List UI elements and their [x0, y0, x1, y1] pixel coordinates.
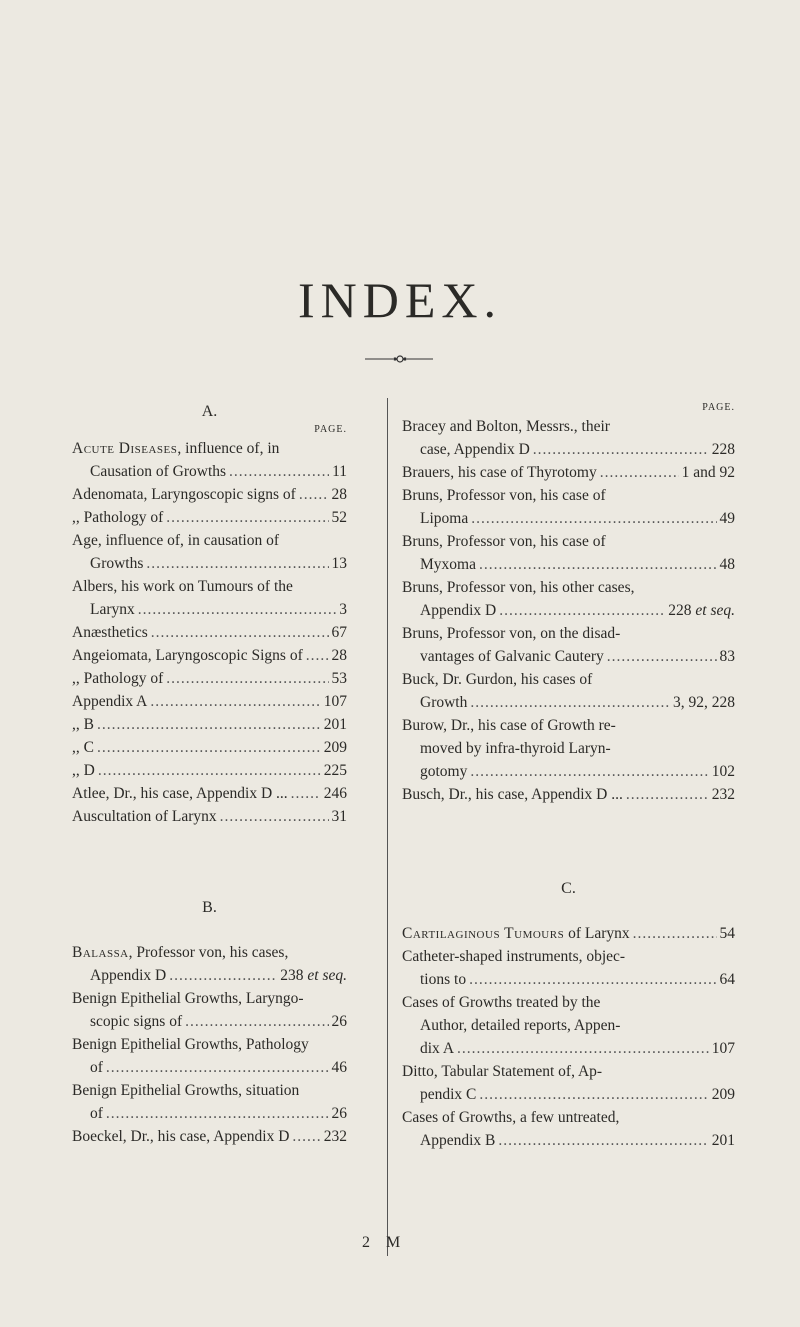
page-title: INDEX. [297, 272, 503, 328]
index-entry-line [402, 760, 735, 783]
entry-text: Balassa, Professor von, his cases, [72, 944, 289, 961]
leader-dots [499, 599, 665, 622]
page-number: 31 [331, 808, 347, 825]
index-entry-line [402, 1060, 735, 1083]
index-entry [72, 1079, 347, 1125]
page-number: 232 [711, 786, 735, 803]
leader-dots [106, 1056, 329, 1079]
index-entry [402, 622, 735, 668]
section-letter-a: A. [201, 403, 218, 420]
entry-text: ,, C [72, 739, 94, 756]
leader-dots [600, 461, 679, 484]
entry-text: ,, Pathology of [72, 509, 164, 526]
leader-dots [306, 644, 329, 667]
page-number: 26 [331, 1105, 347, 1122]
index-entry-line [402, 1083, 735, 1106]
entry-text: Boeckel, Dr., his case, Appendix D [72, 1128, 290, 1145]
leader-dots [633, 922, 717, 945]
leader-dots [479, 553, 717, 576]
entry-text: of [90, 1059, 103, 1076]
page-number: 209 [323, 739, 347, 756]
column-divider [387, 398, 388, 1256]
index-entry-line [72, 759, 347, 782]
entry-text: scopic signs of [90, 1013, 183, 1030]
entry-text: dix A [420, 1040, 455, 1057]
index-entry [72, 529, 347, 575]
page-number: 52 [331, 509, 347, 526]
entry-text: Anæsthetics [72, 624, 148, 641]
entry-text: Larynx [90, 601, 135, 618]
section-b-continued [402, 401, 735, 806]
index-entry-line [402, 599, 735, 622]
section-b [72, 896, 347, 1148]
entry-text: Myxoma [420, 556, 476, 573]
index-entry [72, 506, 347, 529]
index-entry [72, 941, 347, 987]
index-entry-line [72, 621, 347, 644]
index-entry [402, 1060, 735, 1106]
index-entry-line [72, 1056, 347, 1079]
entry-text: Buck, Dr. Gurdon, his cases of [402, 671, 593, 688]
index-entry-line [402, 1037, 735, 1060]
entry-text: moved by infra-thyroid Laryn- [420, 740, 611, 757]
index-entry-line [72, 782, 347, 805]
entry-text: Appendix A [72, 693, 148, 710]
index-entry-line [72, 529, 347, 552]
entry-text: Appendix D [420, 602, 497, 619]
index-entry-line [402, 1014, 735, 1037]
entry-text: Atlee, Dr., his case, Appendix D ... [72, 785, 288, 802]
page-number: 1 and 92 [681, 464, 735, 481]
entry-text: Burow, Dr., his case of Growth re- [402, 717, 616, 734]
index-entry-line [402, 461, 735, 484]
page-number: 28 [331, 647, 347, 664]
leader-dots [150, 690, 320, 713]
index-entry [402, 991, 735, 1060]
page-number: 225 [323, 762, 347, 779]
page-number: 26 [331, 1013, 347, 1030]
index-entry-line [72, 483, 347, 506]
page-column-header: PAGE. [314, 424, 347, 435]
index-entry-line [402, 530, 735, 553]
page-number: 46 [331, 1059, 347, 1076]
entry-text: ,, B [72, 716, 94, 733]
index-entry [72, 1125, 347, 1148]
leader-dots [138, 598, 336, 621]
index-entry-line [402, 668, 735, 691]
index-entry [402, 945, 735, 991]
index-entry [72, 987, 347, 1033]
leader-dots [146, 552, 328, 575]
signature-letter: M [386, 1234, 405, 1251]
index-entry-line [402, 737, 735, 760]
entry-text: Auscultation of Larynx [72, 808, 217, 825]
index-entry-line [72, 506, 347, 529]
entry-text: vantages of Galvanic Cautery [420, 648, 604, 665]
index-entry-line [402, 945, 735, 968]
entry-text: case, Appendix D [420, 441, 530, 458]
entry-text: Brauers, his case of Thyrotomy [402, 464, 597, 481]
index-entry-line [72, 964, 347, 987]
index-entry-line [72, 690, 347, 713]
index-entry-line [72, 598, 347, 621]
page-number: 107 [323, 693, 347, 710]
entry-text: Growths [90, 555, 144, 572]
entry-text: Appendix D [90, 967, 167, 984]
page-number: 54 [719, 925, 735, 942]
index-entry-line [402, 645, 735, 668]
leader-dots [98, 759, 321, 782]
leader-dots [151, 621, 329, 644]
leader-dots [229, 460, 329, 483]
page-number: 11 [332, 463, 347, 480]
index-entry-line [402, 922, 735, 945]
index-entry-line [402, 553, 735, 576]
entry-text: Causation of Growths [90, 463, 227, 480]
leader-dots [292, 1125, 320, 1148]
leader-dots [185, 1010, 328, 1033]
entry-text: ,, Pathology of [72, 670, 164, 687]
page-number: 232 [323, 1128, 347, 1145]
page-number: 201 [711, 1132, 735, 1149]
page-column-header: PAGE. [702, 402, 735, 413]
entry-text: Benign Epithelial Growths, situation [72, 1082, 300, 1099]
index-entry [402, 530, 735, 576]
index-entry [72, 437, 347, 483]
page-number: 28 [331, 486, 347, 503]
page-number: 238 et seq. [280, 967, 347, 984]
entry-text: pendix C [420, 1086, 477, 1103]
entry-text: Bruns, Professor von, on the disad- [402, 625, 621, 642]
index-entry-line [402, 484, 735, 507]
leader-dots [533, 438, 709, 461]
entry-text: Cases of Growths treated by the [402, 994, 601, 1011]
index-entry-line [72, 644, 347, 667]
page-number: 83 [719, 648, 735, 665]
index-entry-line [402, 576, 735, 599]
page-number: 228 et seq. [668, 602, 735, 619]
page-number: 228 [711, 441, 735, 458]
entry-text: Bruns, Professor von, his other cases, [402, 579, 635, 596]
index-entry-line [72, 1010, 347, 1033]
ornamental-rule [365, 354, 433, 364]
page-number: 13 [331, 555, 347, 572]
entry-text: Growth [420, 694, 468, 711]
leader-dots [607, 645, 717, 668]
index-entry-line [72, 1125, 347, 1148]
leader-dots [498, 1129, 708, 1152]
entry-text: Cartilaginous Tumours of Larynx [402, 925, 630, 942]
leader-dots [457, 1037, 709, 1060]
leader-dots [106, 1102, 329, 1125]
page-number: 67 [331, 624, 347, 641]
page-number: 64 [719, 971, 735, 988]
index-entry [402, 576, 735, 622]
index-entry [72, 782, 347, 805]
signature-number: 2 [362, 1234, 374, 1251]
leader-dots [471, 507, 716, 530]
entry-text: Adenomata, Laryngoscopic signs of [72, 486, 296, 503]
entry-text: Lipoma [420, 510, 469, 527]
signature-mark [362, 1234, 442, 1252]
entry-text: Author, detailed reports, Appen- [420, 1017, 621, 1034]
index-entry-line [72, 1033, 347, 1056]
leader-dots [97, 736, 321, 759]
page-number: 209 [711, 1086, 735, 1103]
index-entry [72, 575, 347, 621]
index-entry [72, 805, 347, 828]
index-entry [72, 483, 347, 506]
section-letter-c: C. [561, 880, 576, 897]
entry-text: Albers, his work on Tumours of the [72, 578, 293, 595]
index-entry [402, 668, 735, 714]
entry-text: Acute Diseases, influence of, in [72, 440, 280, 457]
entry-text: Catheter-shaped instruments, objec- [402, 948, 626, 965]
index-list-c [402, 922, 735, 1152]
index-entry-line [402, 438, 735, 461]
page-number: 3 [339, 601, 347, 618]
index-entry-line [72, 1079, 347, 1102]
index-entry-line [72, 552, 347, 575]
entry-text: Angeiomata, Laryngoscopic Signs of [72, 647, 303, 664]
section-letter-b: B. [202, 899, 217, 916]
page-number: 102 [711, 763, 735, 780]
index-entry [72, 690, 347, 713]
index-entry-line [402, 507, 735, 530]
index-entry-line [402, 714, 735, 737]
index-entry-line [72, 460, 347, 483]
index-entry-line [72, 713, 347, 736]
index-entry [402, 484, 735, 530]
index-entry-line [402, 1129, 735, 1152]
index-entry-line [72, 736, 347, 759]
index-entry [72, 736, 347, 759]
index-entry-line [402, 691, 735, 714]
index-entry-line [402, 1106, 735, 1129]
page-number: 3, 92, 228 [673, 694, 735, 711]
entry-text: ,, D [72, 762, 95, 779]
entry-text: Bruns, Professor von, his case of [402, 487, 606, 504]
index-entry [72, 713, 347, 736]
index-list-b-continued [402, 415, 735, 806]
page-number: 246 [323, 785, 347, 802]
page-number: 49 [719, 510, 735, 527]
index-entry-line [72, 987, 347, 1010]
index-entry [402, 783, 735, 806]
index-entry [402, 415, 735, 461]
index-entry [402, 714, 735, 783]
index-entry-line [402, 968, 735, 991]
entry-text: Busch, Dr., his case, Appendix D ... [402, 786, 623, 803]
leader-dots [166, 506, 328, 529]
entry-text: Ditto, Tabular Statement of, Ap- [402, 1063, 603, 1080]
index-entry-line [72, 1102, 347, 1125]
index-entry [402, 461, 735, 484]
leader-dots [220, 805, 329, 828]
index-entry-line [72, 941, 347, 964]
entry-text: Bracey and Bolton, Messrs., their [402, 418, 610, 435]
leader-dots [299, 483, 329, 506]
index-entry-line [72, 437, 347, 460]
entry-text: Benign Epithelial Growths, Pathology [72, 1036, 309, 1053]
index-entry-line [72, 667, 347, 690]
entry-text: Bruns, Professor von, his case of [402, 533, 606, 550]
index-entry [72, 621, 347, 644]
index-entry [72, 644, 347, 667]
index-entry-line [402, 783, 735, 806]
index-entry [402, 1106, 735, 1152]
leader-dots [470, 691, 670, 714]
index-entry [72, 667, 347, 690]
entry-text: of [90, 1105, 103, 1122]
entry-text: tions to [420, 971, 467, 988]
leader-dots [97, 713, 321, 736]
page-number: 48 [719, 556, 735, 573]
section-c [402, 877, 735, 1152]
index-entry-line [402, 415, 735, 438]
leader-dots [291, 782, 321, 805]
leader-dots [470, 760, 708, 783]
entry-text: gotomy [420, 763, 468, 780]
index-entry [402, 922, 735, 945]
index-list-a [72, 437, 347, 828]
index-entry-line [402, 991, 735, 1014]
section-a [72, 400, 347, 828]
page-number: 53 [331, 670, 347, 687]
index-entry-line [72, 805, 347, 828]
page-number: 107 [711, 1040, 735, 1057]
entry-text: Benign Epithelial Growths, Laryngo- [72, 990, 304, 1007]
leader-dots [469, 968, 716, 991]
leader-dots [626, 783, 709, 806]
entry-text: Age, influence of, in causation of [72, 532, 280, 549]
leader-dots [479, 1083, 708, 1106]
page-number: 201 [323, 716, 347, 733]
entry-text: Cases of Growths, a few untreated, [402, 1109, 620, 1126]
leader-dots [169, 964, 277, 987]
entry-text: Appendix B [420, 1132, 496, 1149]
index-entry [72, 759, 347, 782]
index-entry [72, 1033, 347, 1079]
index-list-b [72, 941, 347, 1148]
index-entry-line [402, 622, 735, 645]
index-entry-line [72, 575, 347, 598]
leader-dots [166, 667, 328, 690]
